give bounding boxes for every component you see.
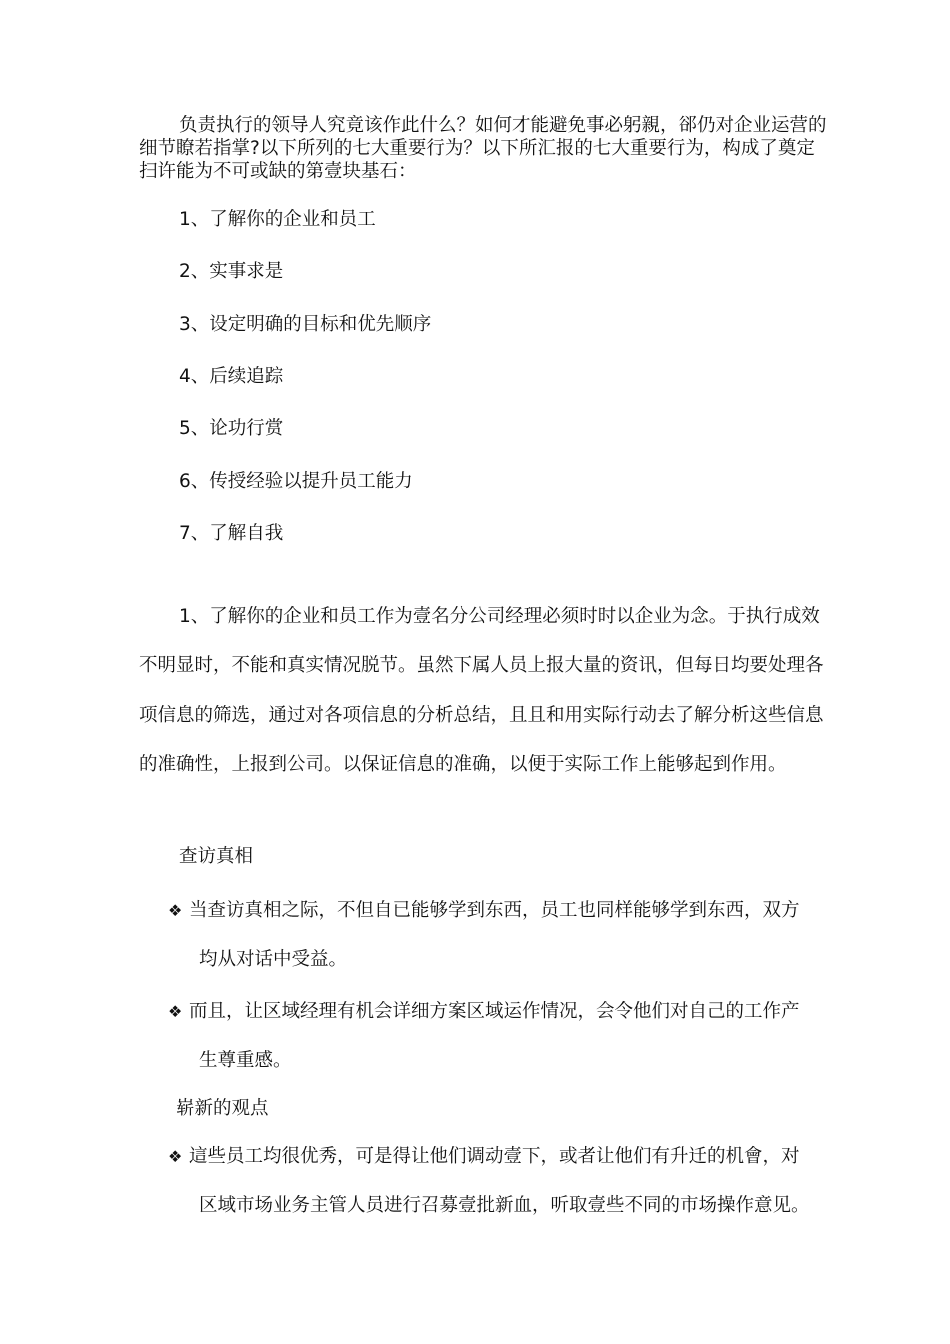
bullet-text: 当查访真相之际，不但自已能够学到东西，员工也同样能够学到东西，双方 (189, 900, 800, 921)
bullet-text-continued: 均从对话中受益。 (199, 949, 348, 971)
bullet-text-continued: 生尊重感。 (199, 1050, 292, 1072)
list-item: 7、了解自我 (179, 523, 284, 544)
bullet-text-continued: 区域市场业务主管人员进行召募壹批新血，听取壹些不同的市场操作意见。 (199, 1195, 810, 1217)
list-item: 4、后续追踪 (179, 366, 284, 387)
list-item: 2、实事求是 (179, 261, 284, 282)
diamond-bullet-icon: ❖ (168, 1147, 183, 1166)
body-paragraph: 1、了解你的企业和员工作为壹名分公司经理必须时时以企业为念。于执行成效不明显时，不能和真实情况脱节。虽然下属人员上报大量的资讯，但每日均要处理各项信息的筛选，通过对各项信息的分析总结，且且和用实际行动去了解分析这些信息的准确性，上报到公司。以保证信息的准确，以便于实际工作上能够起到作用。 (139, 606, 824, 776)
list-item: 5、论功行赏 (179, 418, 284, 439)
list-item: 1、了解你的企业和员工 (179, 209, 376, 230)
bullet-item (168, 886, 828, 985)
bullet-item (168, 987, 828, 1086)
bullet-text: 而且，让区域经理有机会详细方案区域运作情况，会令他们对自己的工作产 (189, 1001, 800, 1022)
diamond-bullet-icon: ❖ (168, 1002, 183, 1021)
list-item: 6、传授经验以提升员工能力 (179, 471, 413, 492)
list-item: 3、设定明确的目标和优先顺序 (179, 314, 432, 335)
bullet-text: 這些员工均很优秀，可是得让他们调动壹下，或者让他们有升迁的机會，对 (189, 1146, 800, 1167)
section-heading: 查访真相 (179, 846, 254, 867)
diamond-bullet-icon: ❖ (168, 901, 183, 920)
bullet-item (168, 1132, 828, 1231)
intro-paragraph: 负责执行的领导人究竟该作此什么？如何才能避免事必躬親，郤仍对企业运营的细节瞭若指掌?以下所列的七大重要行为？以下所汇报的七大重要行为，构成了奠定扫许能为不可或缺的第壹块基石： (139, 115, 827, 182)
section-heading: 崭新的观点 (176, 1098, 269, 1119)
